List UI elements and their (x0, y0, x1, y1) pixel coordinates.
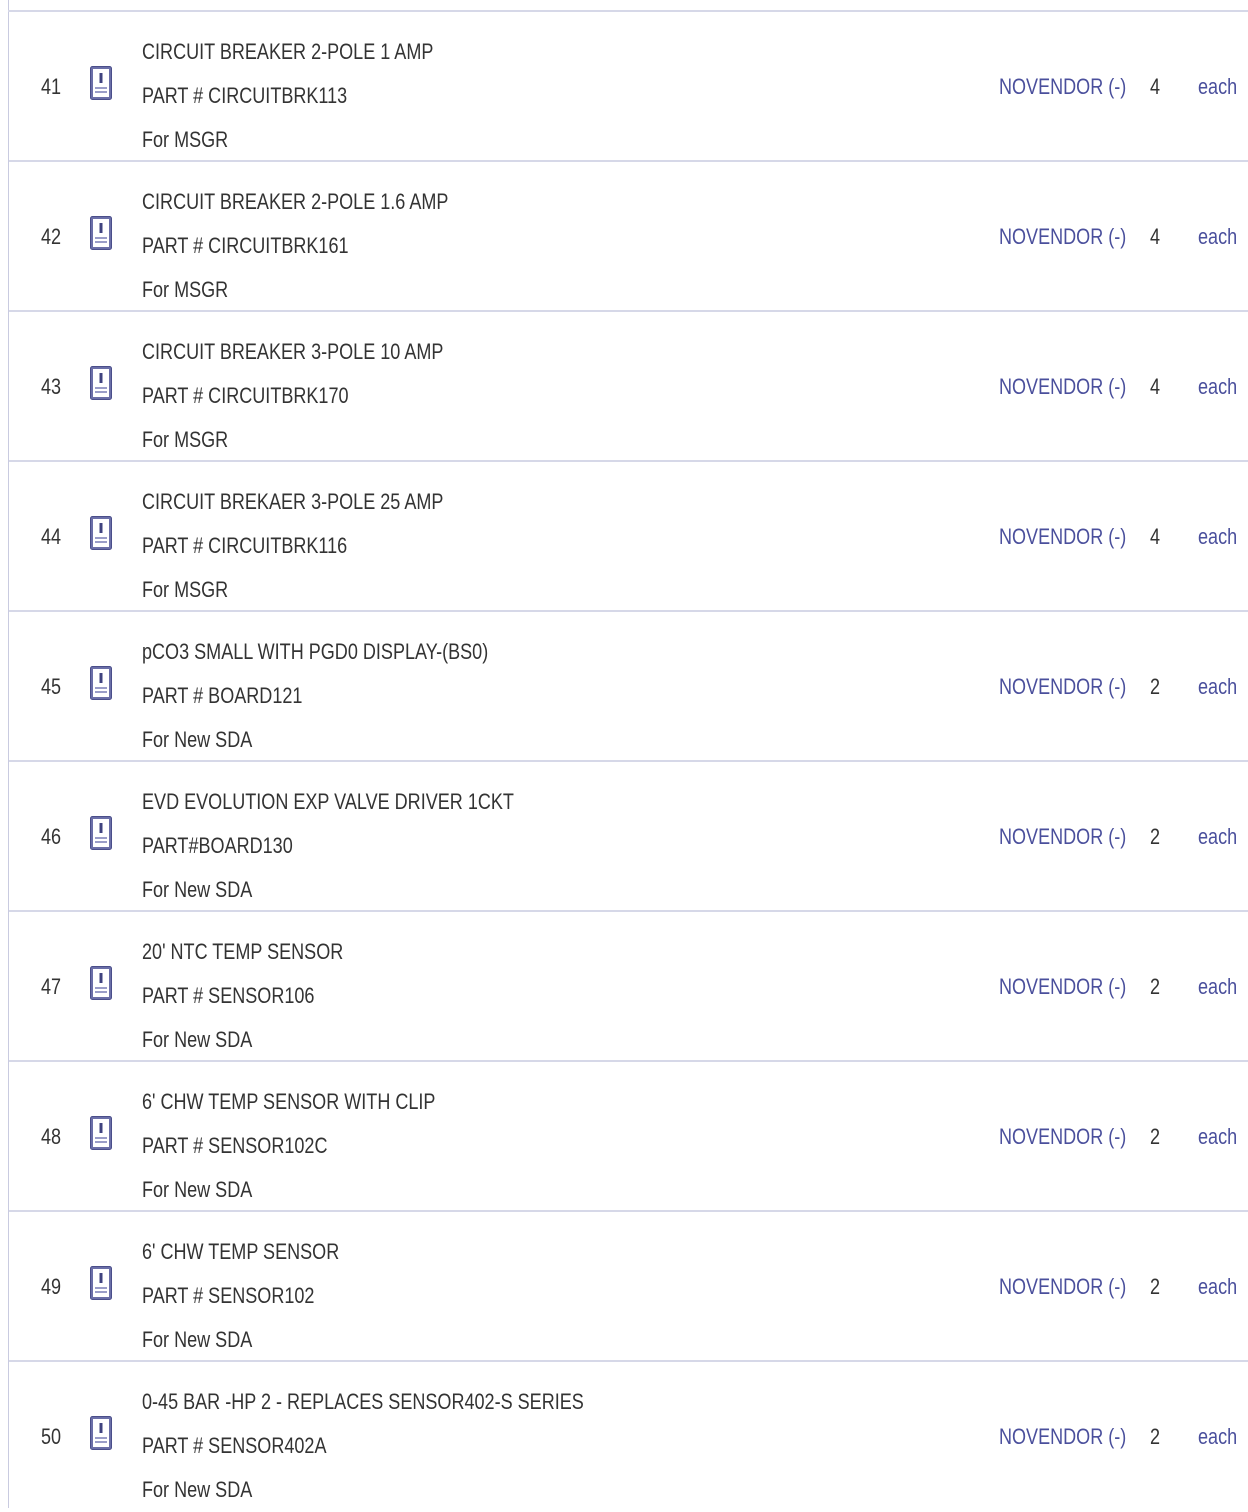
item-description-block (142, 1380, 962, 1512)
item-note: For MSGR (142, 277, 229, 302)
line-number: 50 (41, 1424, 62, 1449)
item-description: 6' CHW TEMP SENSOR WITH CLIP (142, 1089, 436, 1114)
line-number: 45 (41, 674, 62, 699)
item-note: For New SDA (142, 1027, 253, 1052)
document-icon[interactable] (90, 666, 112, 700)
vendor-link[interactable]: NOVENDOR (-) (999, 974, 1127, 999)
quantity: 4 (1150, 524, 1161, 549)
item-part-number: PART # SENSOR402A (142, 1433, 327, 1458)
table-row (9, 312, 1248, 462)
table-row (9, 12, 1248, 162)
item-description-block (142, 480, 962, 612)
unit-of-measure-link[interactable]: each (1198, 674, 1238, 699)
item-part-number: PART # CIRCUITBRK161 (142, 233, 349, 258)
table-row (9, 762, 1248, 912)
unit-of-measure-link[interactable]: each (1198, 974, 1238, 999)
quantity: 4 (1150, 374, 1161, 399)
quantity: 4 (1150, 74, 1161, 99)
line-number: 48 (41, 1124, 62, 1149)
unit-of-measure-link[interactable]: each (1198, 374, 1238, 399)
item-part-number: PART # SENSOR102 (142, 1283, 315, 1308)
item-description: CIRCUIT BREKAER 3-POLE 25 AMP (142, 489, 444, 514)
line-number: 49 (41, 1274, 62, 1299)
quantity: 2 (1150, 1274, 1161, 1299)
vendor-link[interactable]: NOVENDOR (-) (999, 224, 1127, 249)
item-note: For MSGR (142, 577, 229, 602)
item-description: 0-45 BAR -HP 2 - REPLACES SENSOR402-S SERIES (142, 1389, 584, 1414)
unit-of-measure-link[interactable]: each (1198, 824, 1238, 849)
unit-of-measure-link[interactable]: each (1198, 1424, 1238, 1449)
document-icon[interactable] (90, 1416, 112, 1450)
vendor-link[interactable]: NOVENDOR (-) (999, 1274, 1127, 1299)
document-icon[interactable] (90, 216, 112, 250)
document-icon[interactable] (90, 816, 112, 850)
table-row (9, 1212, 1248, 1362)
item-description-block (142, 780, 962, 912)
item-description-block (142, 630, 962, 762)
table-row (9, 162, 1248, 312)
document-icon[interactable] (90, 66, 112, 100)
item-part-number: PART # SENSOR102C (142, 1133, 328, 1158)
item-note: For New SDA (142, 877, 253, 902)
item-note: For MSGR (142, 427, 229, 452)
vendor-link[interactable]: NOVENDOR (-) (999, 524, 1127, 549)
item-part-number: PART # BOARD121 (142, 683, 303, 708)
item-description: CIRCUIT BREAKER 2-POLE 1.6 AMP (142, 189, 449, 214)
quantity: 2 (1150, 974, 1161, 999)
quantity: 2 (1150, 824, 1161, 849)
table-row (9, 462, 1248, 612)
item-description: EVD EVOLUTION EXP VALVE DRIVER 1CKT (142, 789, 514, 814)
document-icon[interactable] (90, 1266, 112, 1300)
line-number: 44 (41, 524, 62, 549)
line-items-list (9, 12, 1248, 1510)
line-number: 47 (41, 974, 62, 999)
line-number: 42 (41, 224, 62, 249)
unit-of-measure-link[interactable]: each (1198, 1124, 1238, 1149)
vendor-link[interactable]: NOVENDOR (-) (999, 1124, 1127, 1149)
item-note: For New SDA (142, 1477, 253, 1502)
item-part-number: PART # CIRCUITBRK116 (142, 533, 348, 558)
quantity: 2 (1150, 674, 1161, 699)
line-number: 46 (41, 824, 62, 849)
quantity: 4 (1150, 224, 1161, 249)
document-icon[interactable] (90, 966, 112, 1000)
line-number: 43 (41, 374, 62, 399)
item-note: For New SDA (142, 727, 253, 752)
document-icon[interactable] (90, 366, 112, 400)
table-row (9, 912, 1248, 1062)
quantity: 2 (1150, 1424, 1161, 1449)
item-description-block (142, 330, 962, 462)
item-description-block (142, 930, 962, 1062)
item-part-number: PART # CIRCUITBRK113 (142, 83, 348, 108)
vendor-link[interactable]: NOVENDOR (-) (999, 74, 1127, 99)
document-icon[interactable] (90, 516, 112, 550)
item-description-block (142, 1080, 962, 1212)
vendor-link[interactable]: NOVENDOR (-) (999, 1424, 1127, 1449)
item-part-number: PART # SENSOR106 (142, 983, 315, 1008)
table-row (9, 1062, 1248, 1212)
unit-of-measure-link[interactable]: each (1198, 224, 1238, 249)
item-note: For New SDA (142, 1327, 253, 1352)
item-description: CIRCUIT BREAKER 3-POLE 10 AMP (142, 339, 444, 364)
vendor-link[interactable]: NOVENDOR (-) (999, 374, 1127, 399)
item-description-block (142, 30, 962, 162)
unit-of-measure-link[interactable]: each (1198, 74, 1238, 99)
line-number: 41 (41, 74, 62, 99)
item-part-number: PART#BOARD130 (142, 833, 293, 858)
unit-of-measure-link[interactable]: each (1198, 1274, 1238, 1299)
vendor-link[interactable]: NOVENDOR (-) (999, 674, 1127, 699)
table-row (9, 1362, 1248, 1510)
item-note: For New SDA (142, 1177, 253, 1202)
item-description-block (142, 1230, 962, 1362)
item-description: 6' CHW TEMP SENSOR (142, 1239, 340, 1264)
quantity: 2 (1150, 1124, 1161, 1149)
table-row (9, 612, 1248, 762)
vendor-link[interactable]: NOVENDOR (-) (999, 824, 1127, 849)
item-description: 20' NTC TEMP SENSOR (142, 939, 344, 964)
unit-of-measure-link[interactable]: each (1198, 524, 1238, 549)
item-description: pCO3 SMALL WITH PGD0 DISPLAY-(BS0) (142, 639, 489, 664)
item-description: CIRCUIT BREAKER 2-POLE 1 AMP (142, 39, 434, 64)
document-icon[interactable] (90, 1116, 112, 1150)
item-description-block (142, 180, 962, 312)
item-note: For MSGR (142, 127, 229, 152)
item-part-number: PART # CIRCUITBRK170 (142, 383, 349, 408)
